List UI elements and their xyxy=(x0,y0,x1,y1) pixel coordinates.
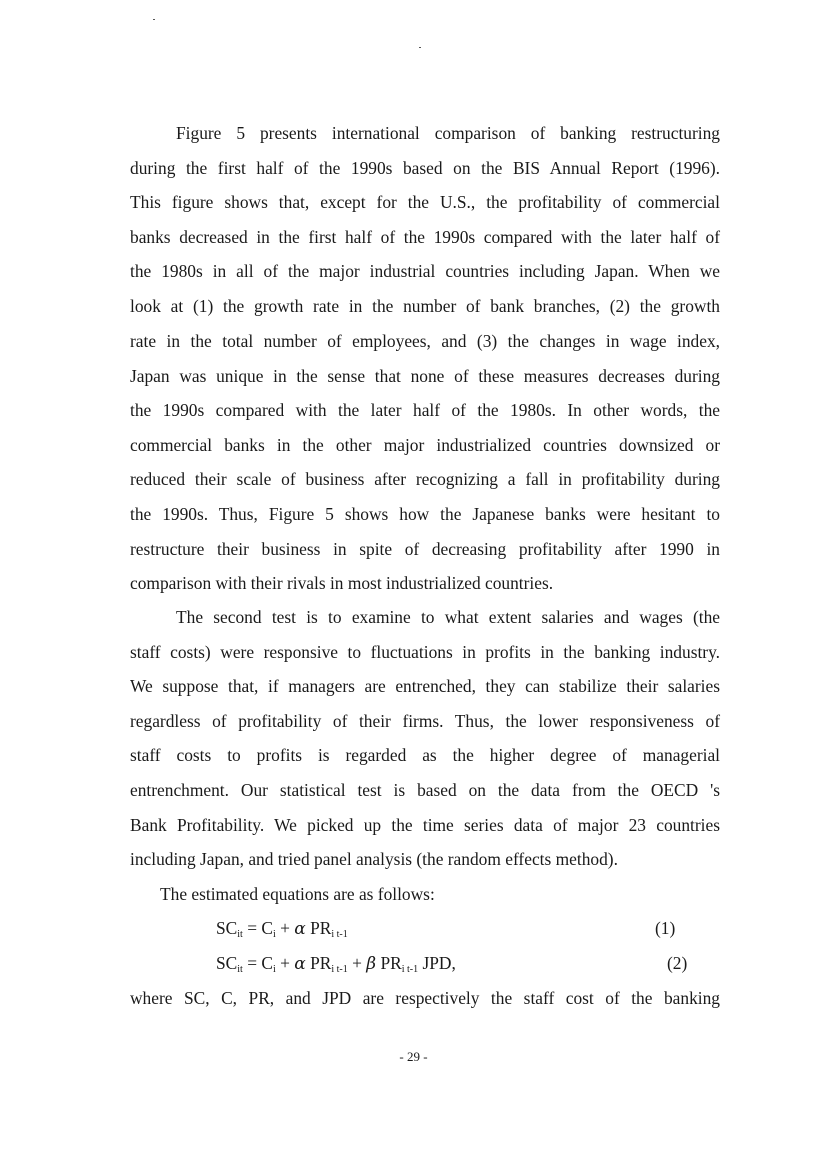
scan-speck xyxy=(153,19,155,20)
alpha-symbol: α xyxy=(294,919,306,939)
text-line: commercial banks in the other major industrialized countries downsized or xyxy=(130,435,720,455)
eq-term: SC xyxy=(216,953,238,973)
text-line: We suppose that, if managers are entrenched, they can stabilize their salaries xyxy=(130,676,720,696)
eq-subscript: i t-1 xyxy=(331,929,348,940)
eq-term: SC xyxy=(216,918,238,938)
eq-subscript: i t-1 xyxy=(331,964,348,975)
eq-term: PR xyxy=(305,918,332,938)
eq-subscript: it xyxy=(237,929,243,940)
eq-term: PR xyxy=(376,953,402,973)
text-line: The second test is to examine to what extent salaries and wages (the xyxy=(176,607,720,627)
equation-2-number: (2) xyxy=(667,953,688,973)
text-line: look at (1) the growth rate in the number of bank branches, (2) the growth xyxy=(130,296,720,316)
equation-1-number: (1) xyxy=(655,918,676,938)
eq-subscript: it xyxy=(237,964,243,975)
eq-term: JPD, xyxy=(418,953,456,973)
eq-term: PR xyxy=(305,953,332,973)
page-number: - 29 - xyxy=(399,1049,428,1064)
text-line: regardless of profitability of their firms. Thus, the lower responsiveness of xyxy=(130,711,720,731)
text-line: Japan was unique in the sense that none of these measures decreases during xyxy=(130,366,720,386)
text-line: rate in the total number of employees, and (3) the changes in wage index, xyxy=(130,331,720,351)
text-line: comparison with their rivals in most industrialized countries. xyxy=(130,573,554,593)
eq-operator: + xyxy=(275,918,295,938)
text-line: the 1980s in all of the major industrial countries including Japan. When we xyxy=(130,261,720,281)
text-line: restructure their business in spite of decreasing profitability after 1990 in xyxy=(130,539,720,559)
text-line: This figure shows that, except for the U.S., the profitability of commercial xyxy=(130,192,720,212)
text-line: the 1990s. Thus, Figure 5 shows how the Japanese banks were hesitant to xyxy=(130,504,720,524)
eq-operator: = xyxy=(242,918,262,938)
equation-2 xyxy=(216,953,456,980)
eq-term: C xyxy=(261,918,273,938)
eq-operator: + xyxy=(275,953,295,973)
text-line: banks decreased in the first half of the 1990s compared with the later half of xyxy=(130,227,720,247)
text-line: during the first half of the 1990s based on the BIS Annual Report (1996). xyxy=(130,158,720,178)
beta-symbol: β xyxy=(366,954,377,974)
equation-1 xyxy=(216,918,348,945)
eq-subscript: i xyxy=(272,929,276,940)
text-line: Figure 5 presents international comparison of banking restructuring xyxy=(176,123,720,143)
eq-operator: + xyxy=(347,953,367,973)
text-line: reduced their scale of business after recognizing a fall in profitability during xyxy=(130,469,720,489)
text-line: entrenchment. Our statistical test is based on the data from the OECD 's xyxy=(130,780,720,800)
text-line: staff costs) were responsive to fluctuations in profits in the banking industry. xyxy=(130,642,720,662)
equations-intro: The estimated equations are as follows: xyxy=(160,884,435,904)
eq-operator: = xyxy=(242,953,262,973)
eq-subscript: i t-1 xyxy=(401,964,419,975)
text-line: staff costs to profits is regarded as the higher degree of managerial xyxy=(130,745,720,765)
eq-subscript: i xyxy=(272,964,276,975)
text-line: the 1990s compared with the later half of the 1980s. In other words, the xyxy=(130,400,720,420)
alpha-symbol: α xyxy=(294,954,306,974)
text-line: including Japan, and tried panel analysis (the random effects method). xyxy=(130,849,618,869)
text-line: Bank Profitability. We picked up the time series data of major 23 countries xyxy=(130,815,720,835)
scan-speck xyxy=(419,47,421,48)
text-line: where SC, C, PR, and JPD are respectively the staff cost of the banking xyxy=(130,988,720,1008)
eq-term: C xyxy=(261,953,273,973)
